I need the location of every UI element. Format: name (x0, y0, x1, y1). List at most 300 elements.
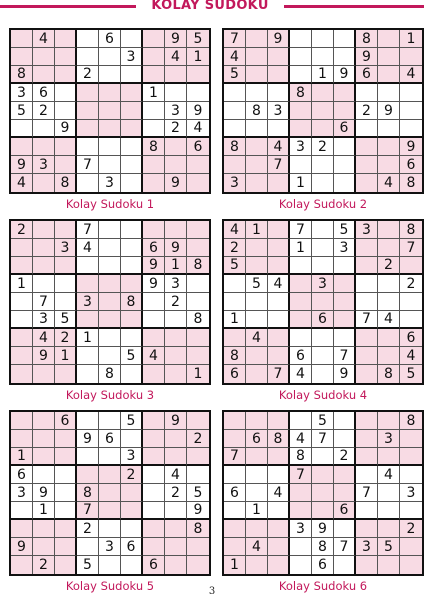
sudoku-cell (99, 120, 121, 138)
sudoku-cell: 7 (268, 156, 290, 174)
sudoku-cell: 9 (334, 66, 356, 84)
puzzle-caption: Kolay Sudoku 4 (278, 388, 368, 402)
sudoku-cell: 1 (224, 311, 246, 329)
sudoku-cell: 1 (33, 502, 55, 520)
sudoku-cell: 9 (312, 520, 334, 538)
sudoku-cell (312, 156, 334, 174)
sudoku-cell (99, 448, 121, 466)
sudoku-grid (9, 219, 211, 385)
sudoku-cell (312, 174, 334, 192)
sudoku-cell (246, 84, 268, 102)
sudoku-cell: 8 (312, 538, 334, 556)
sudoku-cell (246, 311, 268, 329)
sudoku-cell (356, 448, 378, 466)
sudoku-cell: 1 (55, 347, 77, 365)
sudoku-cell (268, 329, 290, 347)
sudoku-cell (356, 412, 378, 430)
sudoku-cell (33, 520, 55, 538)
sudoku-cell: 1 (11, 275, 33, 293)
sudoku-cell (268, 502, 290, 520)
sudoku-cell: 2 (378, 257, 400, 275)
sudoku-cell (33, 48, 55, 66)
header-rule-right (284, 5, 424, 8)
sudoku-cell (165, 365, 187, 383)
sudoku-cell (312, 502, 334, 520)
sudoku-cell: 8 (187, 520, 209, 538)
sudoku-cell (290, 502, 312, 520)
sudoku-cell (378, 66, 400, 84)
sudoku-cell (99, 347, 121, 365)
sudoku-cell: 5 (187, 484, 209, 502)
sudoku-cell (268, 556, 290, 574)
sudoku-cell (187, 174, 209, 192)
sudoku-cell (356, 275, 378, 293)
sudoku-cell (187, 239, 209, 257)
sudoku-cell: 3 (334, 239, 356, 257)
sudoku-cell (290, 156, 312, 174)
sudoku-cell: 9 (143, 257, 165, 275)
sudoku-cell (334, 520, 356, 538)
sudoku-cell: 5 (77, 556, 99, 574)
sudoku-cell (77, 257, 99, 275)
sudoku-cell (11, 412, 33, 430)
sudoku-cell (55, 466, 77, 484)
sudoku-cell: 9 (77, 430, 99, 448)
sudoku-cell: 4 (224, 48, 246, 66)
sudoku-cell (400, 466, 422, 484)
sudoku-cell (334, 311, 356, 329)
sudoku-cell (268, 48, 290, 66)
sudoku-cell: 9 (165, 30, 187, 48)
sudoku-cell (268, 448, 290, 466)
sudoku-cell (334, 412, 356, 430)
sudoku-cell: 4 (268, 275, 290, 293)
sudoku-cell (290, 329, 312, 347)
sudoku-cell (77, 538, 99, 556)
sudoku-cell (11, 138, 33, 156)
sudoku-cell (11, 347, 33, 365)
sudoku-cell (77, 466, 99, 484)
sudoku-cell (187, 329, 209, 347)
sudoku-cell (356, 293, 378, 311)
sudoku-cell: 2 (121, 466, 143, 484)
sudoku-cell: 3 (99, 174, 121, 192)
sudoku-cell (268, 239, 290, 257)
sudoku-cell: 2 (224, 239, 246, 257)
sudoku-cell (143, 221, 165, 239)
sudoku-cell (165, 448, 187, 466)
sudoku-cell (312, 257, 334, 275)
sudoku-cell: 6 (246, 430, 268, 448)
sudoku-cell (187, 347, 209, 365)
sudoku-cell (33, 239, 55, 257)
sudoku-cell: 9 (33, 484, 55, 502)
sudoku-cell (378, 347, 400, 365)
sudoku-cell (143, 484, 165, 502)
sudoku-cell (378, 484, 400, 502)
sudoku-cell: 7 (268, 365, 290, 383)
sudoku-cell: 9 (33, 347, 55, 365)
sudoku-cell (356, 347, 378, 365)
sudoku-cell: 6 (55, 412, 77, 430)
sudoku-cell: 1 (77, 329, 99, 347)
sudoku-cell (77, 30, 99, 48)
sudoku-cell: 7 (356, 311, 378, 329)
sudoku-cell: 5 (187, 30, 209, 48)
sudoku-cell (400, 448, 422, 466)
sudoku-cell (121, 221, 143, 239)
sudoku-cell (290, 538, 312, 556)
sudoku-cell: 8 (400, 174, 422, 192)
sudoku-cell (11, 120, 33, 138)
puzzle-caption: Kolay Sudoku 2 (278, 197, 368, 211)
sudoku-cell (378, 48, 400, 66)
sudoku-cell (55, 138, 77, 156)
sudoku-cell (165, 84, 187, 102)
sudoku-cell: 6 (334, 120, 356, 138)
sudoku-cell: 8 (356, 30, 378, 48)
sudoku-cell (356, 365, 378, 383)
page-header (0, 0, 424, 14)
sudoku-cell: 9 (55, 120, 77, 138)
sudoku-puzzle-6 (222, 410, 424, 593)
sudoku-cell: 8 (143, 138, 165, 156)
sudoku-cell (356, 239, 378, 257)
sudoku-cell (356, 466, 378, 484)
sudoku-cell (77, 48, 99, 66)
sudoku-cell: 9 (165, 239, 187, 257)
sudoku-cell: 3 (121, 48, 143, 66)
sudoku-cell (55, 257, 77, 275)
sudoku-cell (77, 275, 99, 293)
sudoku-cell (121, 502, 143, 520)
sudoku-cell (165, 66, 187, 84)
sudoku-cell: 7 (312, 430, 334, 448)
sudoku-cell (224, 275, 246, 293)
sudoku-cell (187, 221, 209, 239)
sudoku-cell (268, 120, 290, 138)
sudoku-cell: 8 (400, 221, 422, 239)
sudoku-cell: 6 (99, 30, 121, 48)
sudoku-cell (334, 174, 356, 192)
sudoku-cell: 3 (356, 538, 378, 556)
sudoku-cell (77, 347, 99, 365)
sudoku-cell (143, 30, 165, 48)
sudoku-grid (222, 410, 424, 576)
sudoku-cell (268, 221, 290, 239)
sudoku-cell (334, 466, 356, 484)
sudoku-cell: 5 (334, 221, 356, 239)
sudoku-cell: 2 (187, 430, 209, 448)
sudoku-cell (356, 430, 378, 448)
sudoku-cell (334, 48, 356, 66)
sudoku-cell (400, 311, 422, 329)
sudoku-cell: 8 (290, 84, 312, 102)
sudoku-cell (55, 30, 77, 48)
sudoku-cell (121, 275, 143, 293)
sudoku-cell (77, 412, 99, 430)
sudoku-cell (246, 120, 268, 138)
sudoku-cell: 2 (400, 520, 422, 538)
sudoku-cell: 6 (11, 466, 33, 484)
sudoku-cell (356, 257, 378, 275)
sudoku-cell (312, 466, 334, 484)
sudoku-cell (334, 430, 356, 448)
sudoku-cell: 1 (11, 448, 33, 466)
sudoku-cell (224, 102, 246, 120)
sudoku-cell (400, 502, 422, 520)
sudoku-cell (312, 448, 334, 466)
sudoku-cell (121, 556, 143, 574)
sudoku-cell: 4 (268, 138, 290, 156)
sudoku-cell: 3 (165, 275, 187, 293)
sudoku-cell (33, 66, 55, 84)
sudoku-cell (143, 329, 165, 347)
sudoku-cell (334, 30, 356, 48)
sudoku-cell (99, 466, 121, 484)
sudoku-cell (246, 239, 268, 257)
sudoku-cell (378, 293, 400, 311)
sudoku-cell (312, 365, 334, 383)
sudoku-cell (121, 365, 143, 383)
sudoku-cell: 4 (246, 329, 268, 347)
sudoku-puzzle-3 (9, 219, 211, 402)
sudoku-cell (246, 484, 268, 502)
sudoku-cell (400, 538, 422, 556)
sudoku-cell (334, 257, 356, 275)
sudoku-cell (99, 520, 121, 538)
sudoku-cell: 4 (268, 484, 290, 502)
sudoku-cell (268, 412, 290, 430)
sudoku-cell (224, 156, 246, 174)
sudoku-cell (165, 347, 187, 365)
sudoku-cell (165, 430, 187, 448)
puzzle-caption: Kolay Sudoku 1 (65, 197, 155, 211)
sudoku-cell (11, 30, 33, 48)
sudoku-cell: 6 (224, 484, 246, 502)
sudoku-cell (121, 156, 143, 174)
sudoku-cell (33, 448, 55, 466)
sudoku-cell (334, 484, 356, 502)
sudoku-cell (99, 221, 121, 239)
sudoku-cell (55, 48, 77, 66)
sudoku-cell: 4 (143, 347, 165, 365)
sudoku-cell: 9 (187, 102, 209, 120)
sudoku-cell (187, 66, 209, 84)
sudoku-cell (165, 221, 187, 239)
sudoku-cell: 6 (187, 138, 209, 156)
sudoku-cell: 9 (165, 174, 187, 192)
sudoku-cell: 4 (400, 66, 422, 84)
sudoku-cell (165, 502, 187, 520)
sudoku-cell (246, 48, 268, 66)
sudoku-cell: 9 (400, 138, 422, 156)
sudoku-cell (356, 120, 378, 138)
sudoku-cell (224, 430, 246, 448)
sudoku-cell (33, 538, 55, 556)
sudoku-cell: 5 (224, 257, 246, 275)
sudoku-cell (99, 329, 121, 347)
sudoku-cell: 3 (378, 430, 400, 448)
sudoku-cell (187, 293, 209, 311)
sudoku-cell: 1 (290, 174, 312, 192)
sudoku-cell: 8 (99, 365, 121, 383)
sudoku-cell (400, 48, 422, 66)
sudoku-cell (11, 502, 33, 520)
sudoku-cell (246, 520, 268, 538)
sudoku-cell (268, 311, 290, 329)
sudoku-cell: 3 (121, 448, 143, 466)
sudoku-cell: 8 (378, 365, 400, 383)
sudoku-cell (33, 174, 55, 192)
sudoku-cell (55, 84, 77, 102)
sudoku-cell (378, 448, 400, 466)
sudoku-puzzle-2 (222, 28, 424, 211)
sudoku-cell (356, 556, 378, 574)
sudoku-cell: 7 (290, 221, 312, 239)
sudoku-cell (224, 412, 246, 430)
sudoku-cell: 9 (11, 156, 33, 174)
sudoku-cell: 1 (187, 365, 209, 383)
sudoku-grid (9, 28, 211, 194)
sudoku-cell (55, 293, 77, 311)
sudoku-cell: 4 (33, 30, 55, 48)
sudoku-cell: 6 (143, 556, 165, 574)
sudoku-cell: 7 (334, 347, 356, 365)
sudoku-cell: 7 (77, 156, 99, 174)
sudoku-cell (165, 311, 187, 329)
sudoku-cell: 1 (246, 221, 268, 239)
sudoku-cell (99, 239, 121, 257)
sudoku-cell (312, 102, 334, 120)
sudoku-cell (400, 257, 422, 275)
sudoku-cell (334, 275, 356, 293)
sudoku-cell: 5 (378, 538, 400, 556)
sudoku-cell (356, 138, 378, 156)
sudoku-cell (77, 174, 99, 192)
sudoku-cell (246, 365, 268, 383)
sudoku-cell: 8 (268, 430, 290, 448)
sudoku-cell (290, 275, 312, 293)
sudoku-cell: 5 (312, 412, 334, 430)
sudoku-cell (99, 66, 121, 84)
sudoku-cell: 9 (334, 365, 356, 383)
sudoku-cell (55, 275, 77, 293)
sudoku-cell (268, 538, 290, 556)
sudoku-cell (312, 221, 334, 239)
sudoku-cell (356, 520, 378, 538)
sudoku-cell: 4 (187, 120, 209, 138)
sudoku-cell (224, 520, 246, 538)
sudoku-cell: 3 (165, 102, 187, 120)
sudoku-cell: 4 (224, 221, 246, 239)
sudoku-cell (77, 84, 99, 102)
sudoku-cell (290, 484, 312, 502)
sudoku-cell: 9 (165, 412, 187, 430)
sudoku-puzzle-5 (9, 410, 211, 593)
sudoku-cell (33, 120, 55, 138)
page-number: 3 (208, 586, 216, 597)
sudoku-cell (312, 347, 334, 365)
sudoku-cell (224, 329, 246, 347)
sudoku-cell (143, 311, 165, 329)
sudoku-cell (121, 257, 143, 275)
sudoku-cell: 1 (312, 66, 334, 84)
sudoku-cell (378, 239, 400, 257)
sudoku-cell (356, 84, 378, 102)
sudoku-cell (99, 48, 121, 66)
sudoku-cell: 9 (268, 30, 290, 48)
sudoku-cell (143, 174, 165, 192)
sudoku-cell (121, 484, 143, 502)
sudoku-cell (121, 84, 143, 102)
sudoku-cell (334, 84, 356, 102)
sudoku-cell: 2 (33, 556, 55, 574)
sudoku-cell: 8 (290, 448, 312, 466)
sudoku-cell: 6 (312, 311, 334, 329)
sudoku-cell (268, 520, 290, 538)
sudoku-cell: 5 (121, 412, 143, 430)
sudoku-cell (165, 138, 187, 156)
sudoku-cell (290, 120, 312, 138)
sudoku-cell (55, 502, 77, 520)
sudoku-cell (246, 293, 268, 311)
sudoku-cell (378, 221, 400, 239)
sudoku-cell: 3 (268, 102, 290, 120)
sudoku-cell (165, 556, 187, 574)
sudoku-cell (312, 293, 334, 311)
sudoku-cell: 3 (33, 311, 55, 329)
sudoku-cell (268, 293, 290, 311)
sudoku-cell (99, 102, 121, 120)
sudoku-cell: 4 (165, 466, 187, 484)
sudoku-cell (99, 293, 121, 311)
sudoku-cell: 3 (312, 275, 334, 293)
header-rule-left (0, 5, 136, 8)
sudoku-cell (187, 275, 209, 293)
sudoku-cell (356, 174, 378, 192)
puzzle-caption: Kolay Sudoku 3 (65, 388, 155, 402)
sudoku-cell (400, 120, 422, 138)
sudoku-cell: 4 (378, 311, 400, 329)
sudoku-cell: 6 (121, 538, 143, 556)
sudoku-cell (165, 329, 187, 347)
sudoku-cell (290, 293, 312, 311)
sudoku-cell (246, 138, 268, 156)
sudoku-cell (312, 84, 334, 102)
sudoku-cell (356, 156, 378, 174)
sudoku-cell: 8 (77, 484, 99, 502)
sudoku-cell (55, 102, 77, 120)
sudoku-cell (143, 120, 165, 138)
sudoku-grid (222, 219, 424, 385)
sudoku-cell (290, 66, 312, 84)
sudoku-cell (99, 84, 121, 102)
sudoku-cell (224, 120, 246, 138)
sudoku-cell (312, 239, 334, 257)
sudoku-cell (143, 156, 165, 174)
sudoku-cell (165, 520, 187, 538)
sudoku-cell (55, 520, 77, 538)
sudoku-cell (187, 466, 209, 484)
sudoku-cell (187, 84, 209, 102)
sudoku-cell (33, 138, 55, 156)
sudoku-cell (246, 556, 268, 574)
sudoku-cell (55, 538, 77, 556)
sudoku-cell (55, 430, 77, 448)
sudoku-cell: 1 (246, 502, 268, 520)
sudoku-cell: 3 (99, 538, 121, 556)
